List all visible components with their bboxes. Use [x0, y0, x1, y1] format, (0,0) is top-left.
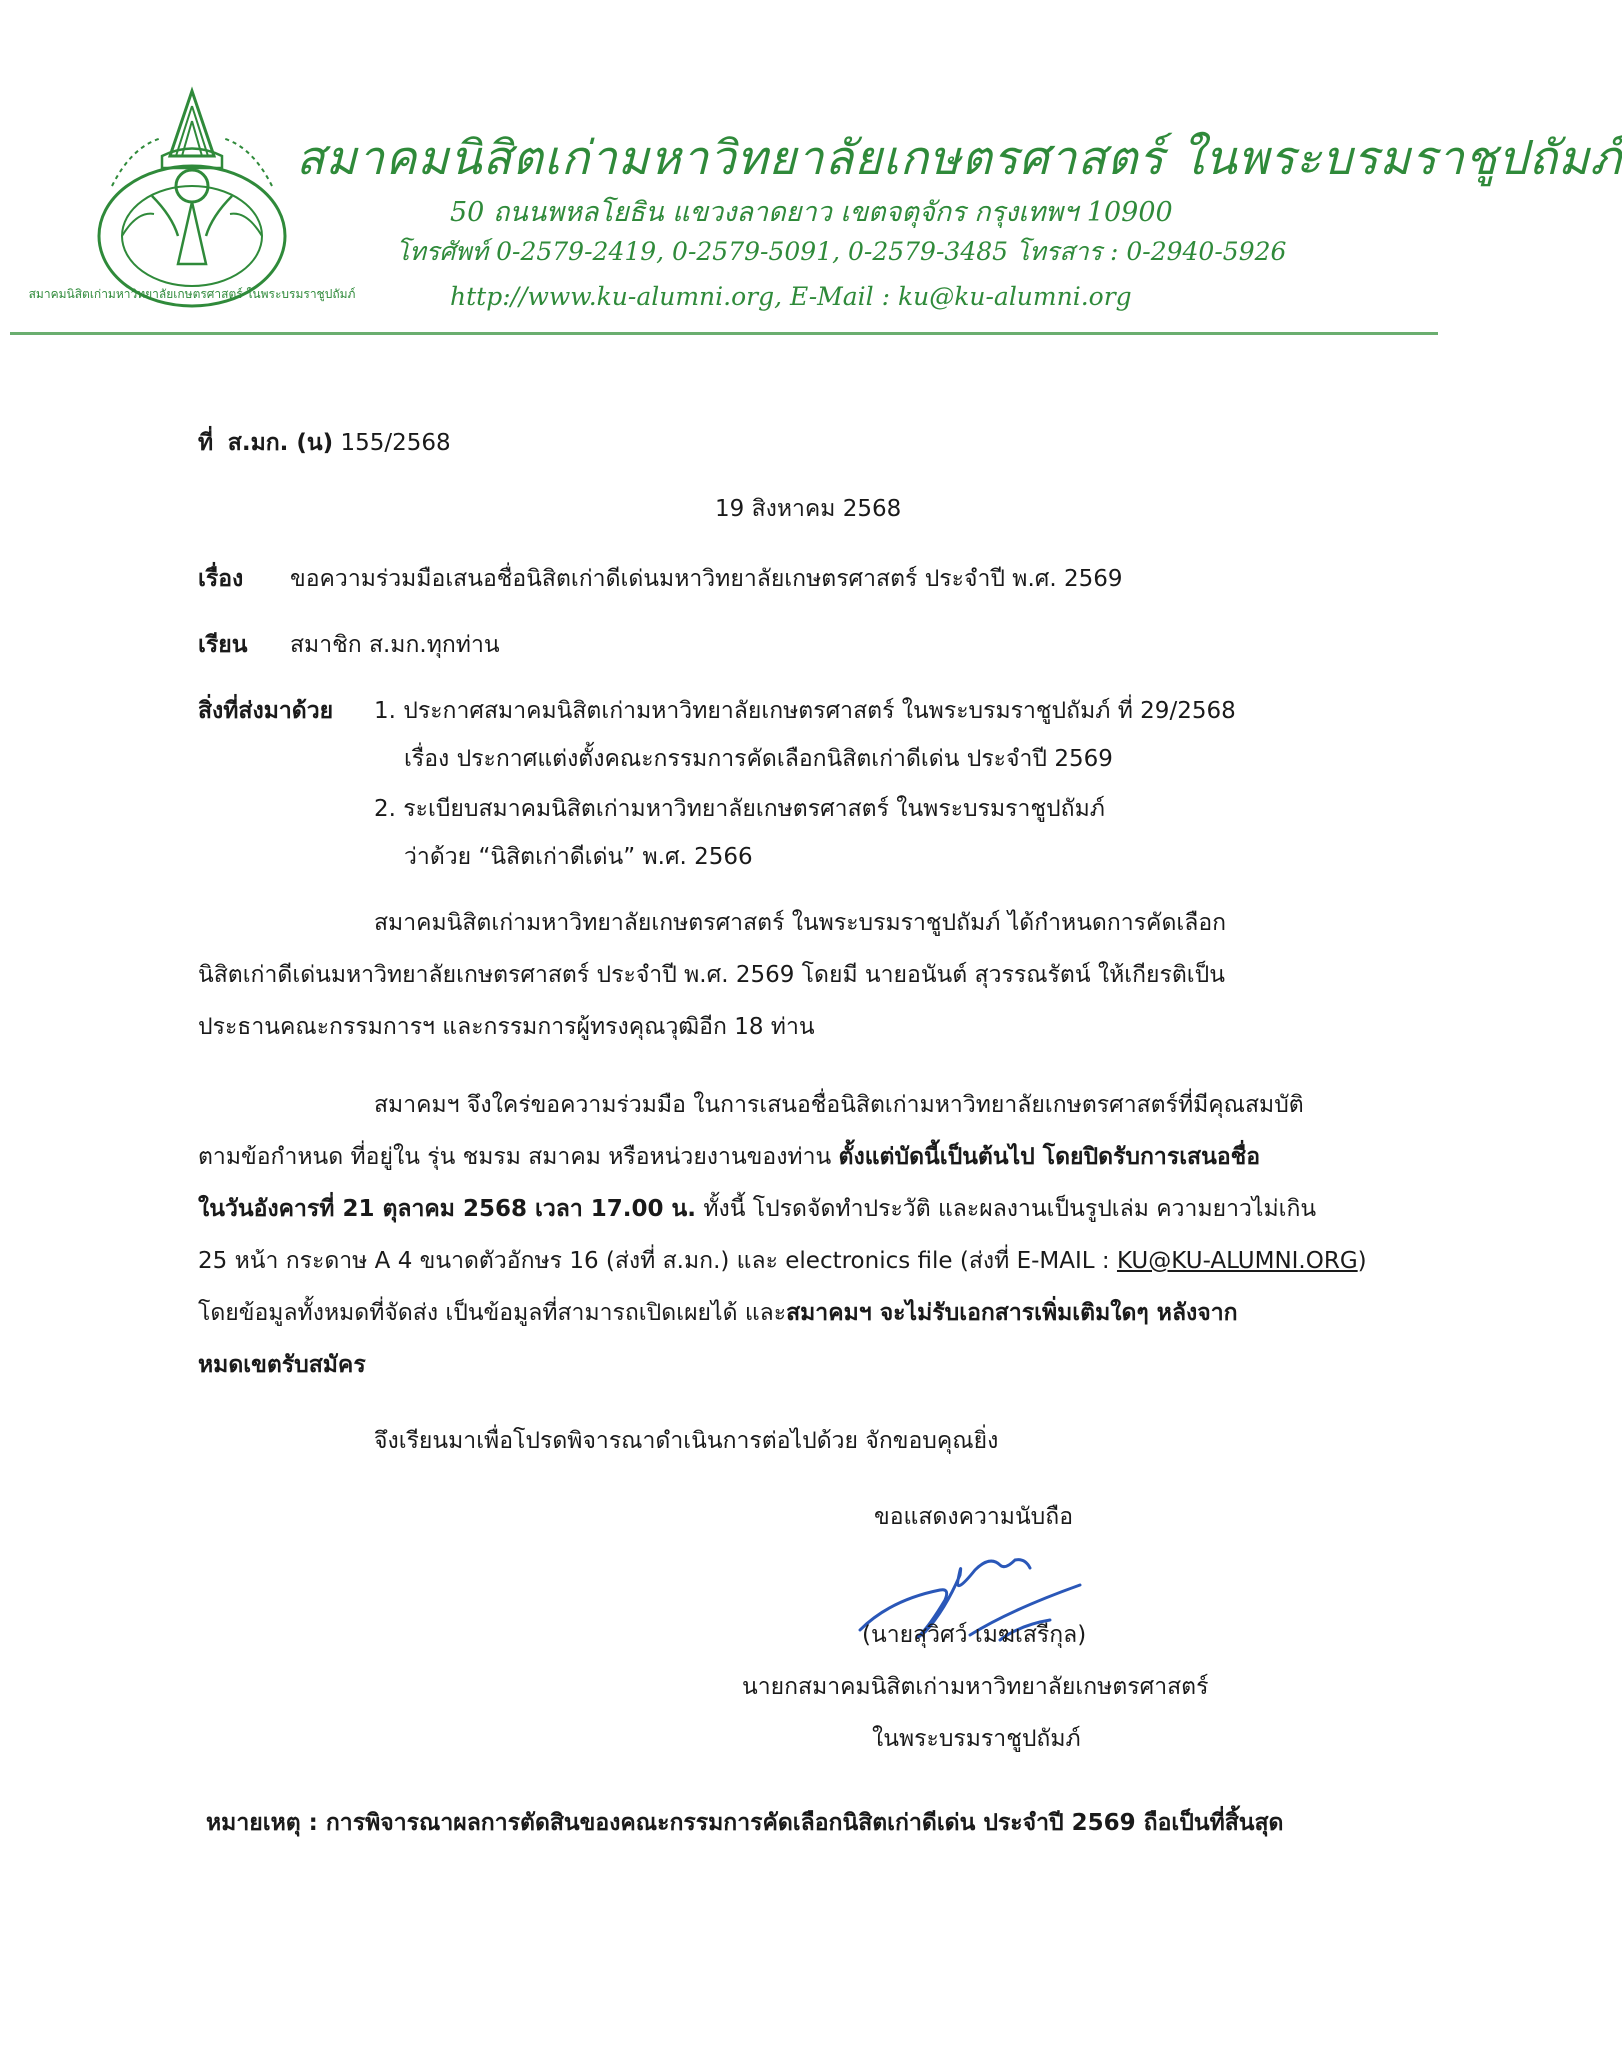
org-web[interactable]: http://www.ku-alumni.org, E-Mail : ku@ku-alumni.org — [450, 282, 1132, 311]
email-link[interactable]: KU@KU-ALUMNI.ORG — [1116, 1248, 1358, 1274]
sign-off: ขอแสดงความนับถือ — [874, 1504, 1074, 1530]
paragraph-2-text: ทั้งนี้ โปรดจัดทำประวัติ และผลงานเป็นรูปเล่ม ความยาวไม่เกิน — [696, 1196, 1317, 1222]
letterhead-divider — [10, 332, 1438, 335]
deadline-date: ในวันอังคารที่ 21 ตุลาคม 2568 เวลา 17.00 น. — [198, 1196, 697, 1222]
closing-line: จึงเรียนมาเพื่อโปรดพิจารณาดำเนินการต่อไปด้วย จักขอบคุณยิ่ง — [374, 1428, 999, 1454]
paragraph-2-line — [198, 1144, 1260, 1172]
paragraph-2-text: 25 หน้า กระดาษ A 4 ขนาดตัวอักษร 16 (ส่งที่ ส.มก.) และ electronics file (ส่งที่ E-MAIL : — [198, 1248, 1117, 1274]
letterhead — [0, 0, 1622, 340]
paragraph-1-line: นิสิตเก่าดีเด่นมหาวิทยาลัยเกษตรศาสตร์ ประจำปี พ.ศ. 2569 โดยมี นายอนันต์ สุวรรณรัตน์ ให้เกียรติเป็น — [198, 962, 1225, 988]
deadline-emphasis: ตั้งแต่บัดนี้เป็นต้นไป โดยปิดรับการเสนอชื่อ — [838, 1144, 1261, 1170]
reference-label: ที่ — [198, 430, 214, 456]
enclosures-label: สิ่งที่ส่งมาด้วย — [198, 698, 334, 724]
reference-number: 155/2568 — [340, 430, 451, 456]
signer-name: (นายสุวิศว์ เมฆเสรีกุล) — [862, 1622, 1087, 1648]
paragraph-2-line: หมดเขตรับสมัคร — [198, 1352, 366, 1378]
paragraph-1-line: ประธานคณะกรรมการฯ และกรรมการผู้ทรงคุณวุฒิอีก 18 ท่าน — [198, 1014, 815, 1040]
paragraph-2-line: สมาคมฯ จึงใคร่ขอความร่วมมือ ในการเสนอชื่อนิสิตเก่ามหาวิทยาลัยเกษตรศาสตร์ที่มีคุณสมบัติ — [374, 1092, 1304, 1118]
paragraph-2-text: โดยข้อมูลทั้งหมดที่จัดส่ง เป็นข้อมูลที่สามารถเปิดเผยได้ และ — [198, 1300, 787, 1326]
footnote: หมายเหตุ : การพิจารณาผลการตัดสินของคณะกรรมการคัดเลือกนิสิตเก่าดีเด่น ประจำปี 2569 ถือเป็นที่สิ้นสุด — [206, 1810, 1284, 1836]
org-name: สมาคมนิสิตเก่ามหาวิทยาลัยเกษตรศาสตร์ ในพระบรมราชูปถัมภ์ — [296, 131, 1622, 186]
to-text: สมาชิก ส.มก.ทุกท่าน — [290, 632, 500, 658]
reference-line — [198, 430, 451, 458]
paragraph-2-text: ) — [1357, 1248, 1367, 1274]
subject-text: ขอความร่วมมือเสนอชื่อนิสิตเก่าดีเด่นมหาวิทยาลัยเกษตรศาสตร์ ประจำปี พ.ศ. 2569 — [290, 566, 1123, 592]
paragraph-2-line — [198, 1248, 1367, 1276]
enclosure-item-cont: ว่าด้วย “นิสิตเก่าดีเด่น” พ.ศ. 2566 — [404, 844, 753, 870]
paragraph-1-line: สมาคมนิสิตเก่ามหาวิทยาลัยเกษตรศาสตร์ ในพระบรมราชูปถัมภ์ ได้กำหนดการคัดเลือก — [374, 910, 1227, 936]
no-additional-docs-emphasis: สมาคมฯ จะไม่รับเอกสารเพิ่มเติมใดๆ หลังจาก — [786, 1300, 1238, 1326]
paragraph-2-text: ตามข้อกำหนด ที่อยู่ใน รุ่น ชมรม สมาคม หรือหน่วยงานของท่าน — [198, 1144, 839, 1170]
enclosure-item: 1. ประกาศสมาคมนิสิตเก่ามหาวิทยาลัยเกษตรศาสตร์ ในพระบรมราชูปถัมภ์ ที่ 29/2568 — [374, 698, 1236, 724]
subject-label: เรื่อง — [198, 566, 244, 592]
org-phone: โทรศัพท์ 0-2579-2419, 0-2579-5091, 0-2579-3485 โทรสาร : 0-2940-5926 — [396, 237, 1287, 266]
paragraph-2-line — [198, 1196, 1316, 1224]
signer-title: นายกสมาคมนิสิตเก่ามหาวิทยาลัยเกษตรศาสตร์ — [742, 1674, 1209, 1700]
reference-code: ส.มก. (น) — [227, 430, 334, 456]
org-address: 50 ถนนพหลโยธิน แขวงลาดยาว เขตจตุจักร กรุงเทพฯ 10900 — [450, 197, 1173, 228]
signer-title-cont: ในพระบรมราชูปถัมภ์ — [872, 1726, 1081, 1752]
to-label: เรียน — [198, 632, 248, 658]
paragraph-2-line — [198, 1300, 1238, 1328]
enclosure-item-cont: เรื่อง ประกาศแต่งตั้งคณะกรรมการคัดเลือกนิสิตเก่าดีเด่น ประจำปี 2569 — [404, 746, 1113, 772]
enclosure-item: 2. ระเบียบสมาคมนิสิตเก่ามหาวิทยาลัยเกษตรศาสตร์ ในพระบรมราชูปถัมภ์ — [374, 796, 1105, 822]
letter-date: 19 สิงหาคม 2568 — [715, 496, 902, 522]
association-seal-icon — [28, 86, 356, 314]
svg-text:สมาคมนิสิตเก่ามหาวิทยาลัยเกษตร: สมาคมนิสิตเก่ามหาวิทยาลัยเกษตรศาสตร์ ในพระบรมราชูปถัมภ์ — [28, 287, 356, 301]
